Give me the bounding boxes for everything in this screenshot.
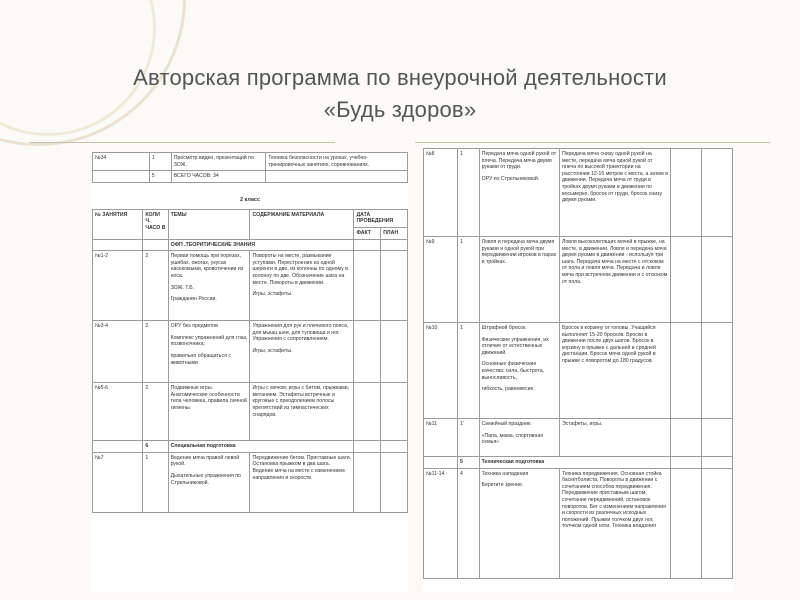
header-date: ДАТА ПРОВЕДЕНИЯ <box>354 209 408 227</box>
table-row <box>93 153 408 171</box>
content-line: Передвижение бегом. Приставные шаги. Остановка прыжком в два шага. Ведение мяча на месте с изменением направления и скорости. <box>252 454 352 481</box>
topic-line: ОРУ без предметов <box>170 323 218 330</box>
header-plan: ПЛАН <box>381 227 408 239</box>
table-row <box>93 321 408 383</box>
cell-content <box>559 468 670 578</box>
cell-hours: 4 <box>457 468 479 578</box>
header-fact: ФАКТ <box>354 227 381 239</box>
table-row <box>93 171 408 183</box>
topic-line: Семейный праздник: <box>481 421 532 427</box>
cell-hours: 1 <box>149 153 171 171</box>
document-page-left <box>92 152 408 592</box>
content-line: Игры, эстафеты. <box>252 291 293 298</box>
content-line: Эстафеты, игры. <box>561 421 603 427</box>
cell-content <box>250 383 354 441</box>
cell-hours: 1 <box>457 323 479 419</box>
cell-topic <box>168 383 250 441</box>
slide-title-line1: Авторская программа по внеурочной деятельности <box>133 65 667 90</box>
table-row <box>424 237 733 323</box>
content-line: Бросок в корзину от головы. Учащийся выполняет 15-20 бросков. Броски в движении после двух шагов. Бросок в корзину в прыжке с дальней и средней дистанции. Бросок мяча одной рукой в прыжке с поворотом до 180 градусов. <box>561 325 656 364</box>
cell-topic: Просмотр видео, презентаций по ЗОЖ. <box>171 153 266 171</box>
cell-topic <box>168 321 250 383</box>
section-title: ОФП ,ТЕОРИТИЧЕСКИЕ ЗНАНИЯ <box>168 239 354 251</box>
section-hours: 6 <box>143 441 168 453</box>
topic-line: Подвижные игры. Анатомические особенности тела человека, правила личной гигиены. <box>170 385 247 411</box>
cell-num <box>93 171 150 183</box>
cell-content <box>250 251 354 321</box>
cell-content <box>559 419 670 457</box>
topic-line: Дыхательные упражнения по Стрельниковой. <box>170 472 241 486</box>
program-table-continued <box>423 148 733 579</box>
cell-topic <box>479 419 559 457</box>
topic-line: Берегите зрение. <box>481 482 524 489</box>
title-rule-right <box>415 142 770 143</box>
section-title: Техническая подготовка <box>479 457 671 469</box>
table-row <box>424 419 733 457</box>
topic-line: Физические упражнения, их отличие от естественных движений. <box>481 336 549 356</box>
cell-hours: 2 <box>143 321 168 383</box>
cell-num: №7 <box>93 452 143 512</box>
header-topic: ТЕМЫ <box>168 209 250 239</box>
content-line: Передача мяча снизу одной рукой на месте, передача мяча одной рукой от плеча по высокой траектории на расстоянии 12-16 метров с места, а затем в движении. Передача мяча от груди в тройках двумя руками в движении по восьмерке, бросок от груди, бросок снизу двумя руками. <box>561 151 668 204</box>
content-line: Ловля высоколетящих мячей в прыжке, на месте, в движении. Ловля и передача мяча двумя руками в движении - используя три шага. Передача мяча на месте с отскоком от пола и ловля мяча. Передача и ловля мяча при встречном движении и с отскоком от пола. <box>561 239 668 285</box>
topic-line: «Папа, мама, спортивная семья» <box>481 432 544 446</box>
cell-num: №11-14 <box>424 468 458 578</box>
section-row <box>93 239 408 251</box>
topic-line: гибкость, равновесие. <box>481 386 535 393</box>
cell-content <box>559 323 670 419</box>
table-row <box>93 383 408 441</box>
table-row <box>424 149 733 237</box>
cell-num: №11 <box>424 419 458 457</box>
program-table <box>92 209 408 513</box>
cell-topic <box>479 323 559 419</box>
cell-hours: 1 <box>143 452 168 512</box>
document-page-right <box>423 148 733 592</box>
cell-content <box>266 171 408 183</box>
cell-topic <box>479 468 559 578</box>
topic-line: Ловля и передача мяча двумя руками и одной рукой при передвижении игроков в парах и тройках. <box>481 239 557 265</box>
cell-hours: 1 <box>457 149 479 237</box>
topic-line: Техника нападения <box>481 470 529 477</box>
topic-line: Передача мяча одной рукой от плеча. Передача мяча двумя руками от груди. <box>481 151 557 171</box>
content-line: Повороты на месте, размыкание уступами. Перестроение из одной шеренги в две, из колонны по одному в колонну по две. Обозначение шага на месте. Повороты в движении. <box>252 253 348 286</box>
table-row <box>424 323 733 419</box>
cell-num: №3-4 <box>93 321 143 383</box>
section-title: Специальная подготовка <box>168 441 354 453</box>
topic-line: Первая помощь при порезах, ушибах, ожогах, укусах насекомыми, кровотечении из носа. <box>170 253 244 279</box>
cell-topic <box>168 251 250 321</box>
topic-line: Основные физические качества: сила, быстрота, выносливость, <box>481 361 545 381</box>
cell-topic <box>479 149 559 237</box>
cell-num: №9 <box>424 237 458 323</box>
grade-label: 2 класс <box>239 196 261 203</box>
header-hours: КОЛИ Ч. ЧАСО В <box>143 209 168 239</box>
slide-title-line2: «Будь здоров» <box>323 97 477 122</box>
cell-hours: 1 <box>457 237 479 323</box>
topic-line: Ведение мяча правой левой рукой. <box>170 454 240 468</box>
topic-line: Гражданин России. <box>170 296 217 303</box>
cell-content: Техника безопасности на уроках, учебно-тренировочных занятиях, соревнованиях. <box>266 153 408 171</box>
table-row <box>93 251 408 321</box>
topic-line: Комплекс упражнений для глаз, позвоночника; <box>170 334 248 348</box>
top-table <box>92 152 408 183</box>
cell-num: №34 <box>93 153 150 171</box>
cell-content <box>250 452 354 512</box>
title-rule-left <box>30 142 335 143</box>
section-hours: 5 <box>457 457 479 469</box>
cell-content <box>250 321 354 383</box>
cell-topic <box>168 452 250 512</box>
slide-title <box>40 62 760 126</box>
cell-topic <box>479 237 559 323</box>
header-num: № ЗАНЯТИЯ <box>93 209 143 239</box>
section-row <box>93 441 408 453</box>
cell-content <box>559 149 670 237</box>
topic-line: Штрафной бросок. <box>481 325 527 331</box>
content-line: Игры, эстафеты. <box>252 347 293 354</box>
content-line: Техника передвижения. Основная стойка баскетболиста. Повороты в движении с сочетанием способов передвижения. Передвижение приставным шагом, сочетание передвижений, остановок поворотов. Бег с изменением направления и скорости из различных исходных положений. Прыжки толчком двух ног, толчком одной ноги. Техника владения <box>561 470 666 530</box>
topic-line: ОРУ по Стрельниковой. <box>481 175 540 182</box>
cell-hours: 2 <box>143 251 168 321</box>
topic-line: ЗОЖ. Т.Б. <box>170 284 195 291</box>
cell-num: №8 <box>424 149 458 237</box>
content-line: Упражнения для рук и плечевого пояса, для мышц шеи, для туловища и ног. Упражнения с сопротивлением. <box>252 323 349 343</box>
header-content: СОДЕРЖАНИЕ МАТЕРИАЛА <box>250 209 354 239</box>
cell-num: №10 <box>424 323 458 419</box>
table-row <box>93 452 408 512</box>
cell-topic: ВСЕГО ЧАСОВ: 34 <box>171 171 266 183</box>
table-row <box>424 468 733 578</box>
section-row <box>424 457 733 469</box>
topic-line: правильно обращаться с животными <box>170 352 231 366</box>
content-line: Игры с мячом; игры с битом, прыжками, метанием. Эстафеты встречные и круговые с преодолением полосы препятствий из гимнастических снарядов. <box>252 385 350 418</box>
cell-content <box>559 237 670 323</box>
cell-num: №1-2 <box>93 251 143 321</box>
cell-num: №5-6 <box>93 383 143 441</box>
cell-hours: 5 <box>149 171 171 183</box>
cell-hours: 1' <box>457 419 479 457</box>
table-header-row <box>93 209 408 227</box>
cell-hours: 2 <box>143 383 168 441</box>
